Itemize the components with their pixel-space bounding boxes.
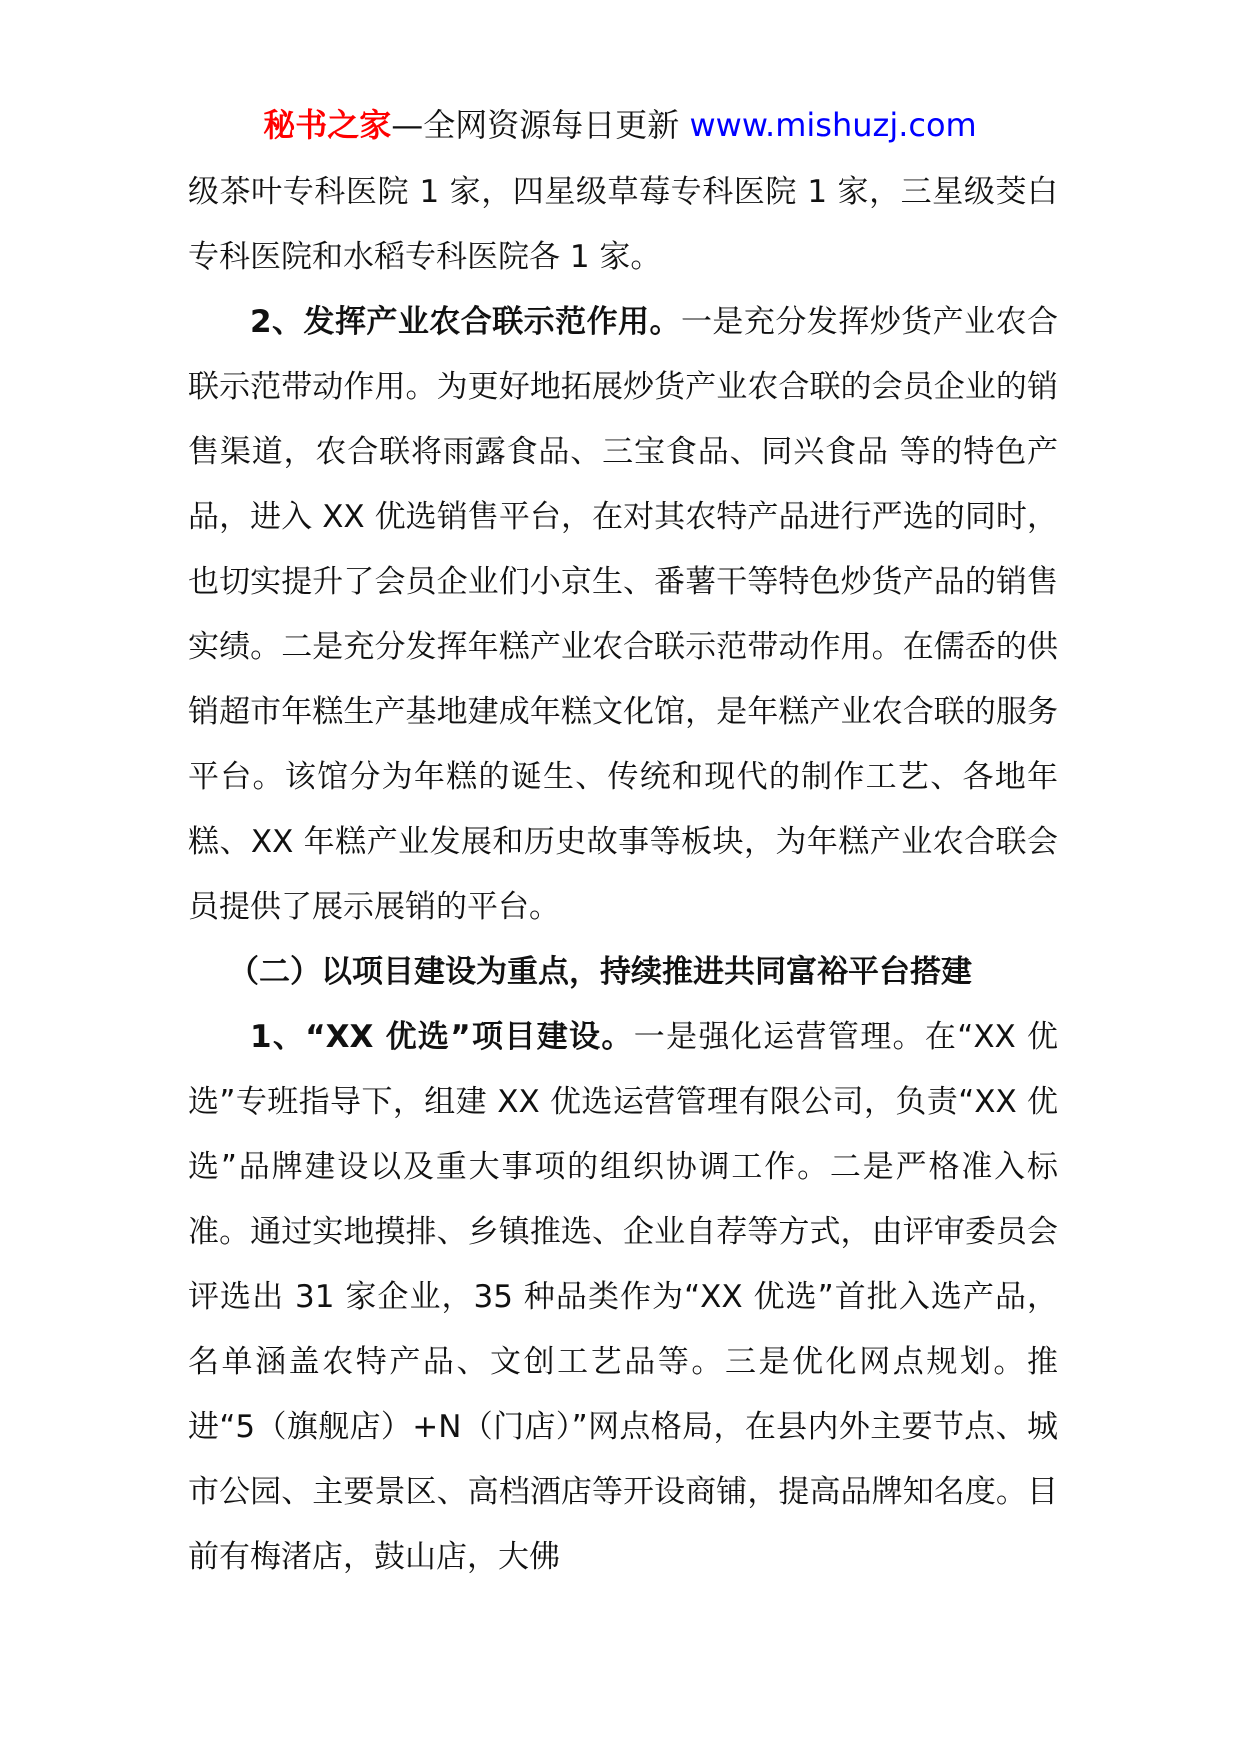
paragraph-agricultural-union [188,290,1058,940]
brand-name: 秘书之家 [263,106,392,144]
header-tagline: —全网资源每日更新 [391,106,680,144]
section-heading: （二）以项目建设为重点，持续推进共同富裕平台搭建 [228,954,972,990]
document-body [188,160,1058,1590]
paragraph-body: 一是强化运营管理。在“XX 优选”专班指导下，组建 XX 优选运营管理有限公司，负责“XX 优选”品牌建设以及重大事项的组织协调工作。二是严格准入标准。通过实地摸排、乡镇推选、企业自荐等方式，由评审委员会评选出 31 家企业，35 种品类作为“XX 优选”首批入选产品，名单涵盖农特产品、文创工艺品等。三是优化网点规划。推进“5（旗舰店）+N（门店）”网点格局，在县内外主要节点、城市公园、主要景区、高档酒店等开设商铺，提高品牌知名度。目前有梅渚店，鼓山店，大佛 [188,1019,1058,1575]
paragraph-project-construction [188,1005,1058,1590]
page-header [0,102,1240,148]
paragraph-title: 1、“XX 优选”项目建设。 [250,1019,634,1055]
paragraph-title: 2、发挥产业农合联示范作用。 [250,304,681,340]
paragraph-body: 一是充分发挥炒货产业农合联示范带动作用。为更好地拓展炒货产业农合联的会员企业的销售渠道，农合联将雨露食品、三宝食品、同兴食品 等的特色产品，进入 XX 优选销售平台，在对其农特产品进行严选的同时，也切实提升了会员企业们小京生、番薯干等特色炒货产品的销售实绩。二是充分发挥年糕产业农合联示范带动作用。在儒岙的供销超市年糕生产基地建成年糕文化馆，是年糕产业农合联的服务平台。该馆分为年糕的诞生、传统和现代的制作工艺、各地年糕、XX 年糕产业发展和历史故事等板块，为年糕产业农合联会员提供了展示展销的平台。 [188,304,1058,925]
paragraph-continuation: 级茶叶专科医院 1 家，四星级草莓专科医院 1 家，三星级茭白专科医院和水稻专科医院各 1 家。 [188,174,1058,275]
site-url-link[interactable]: www.mishuzj.com [689,106,977,144]
